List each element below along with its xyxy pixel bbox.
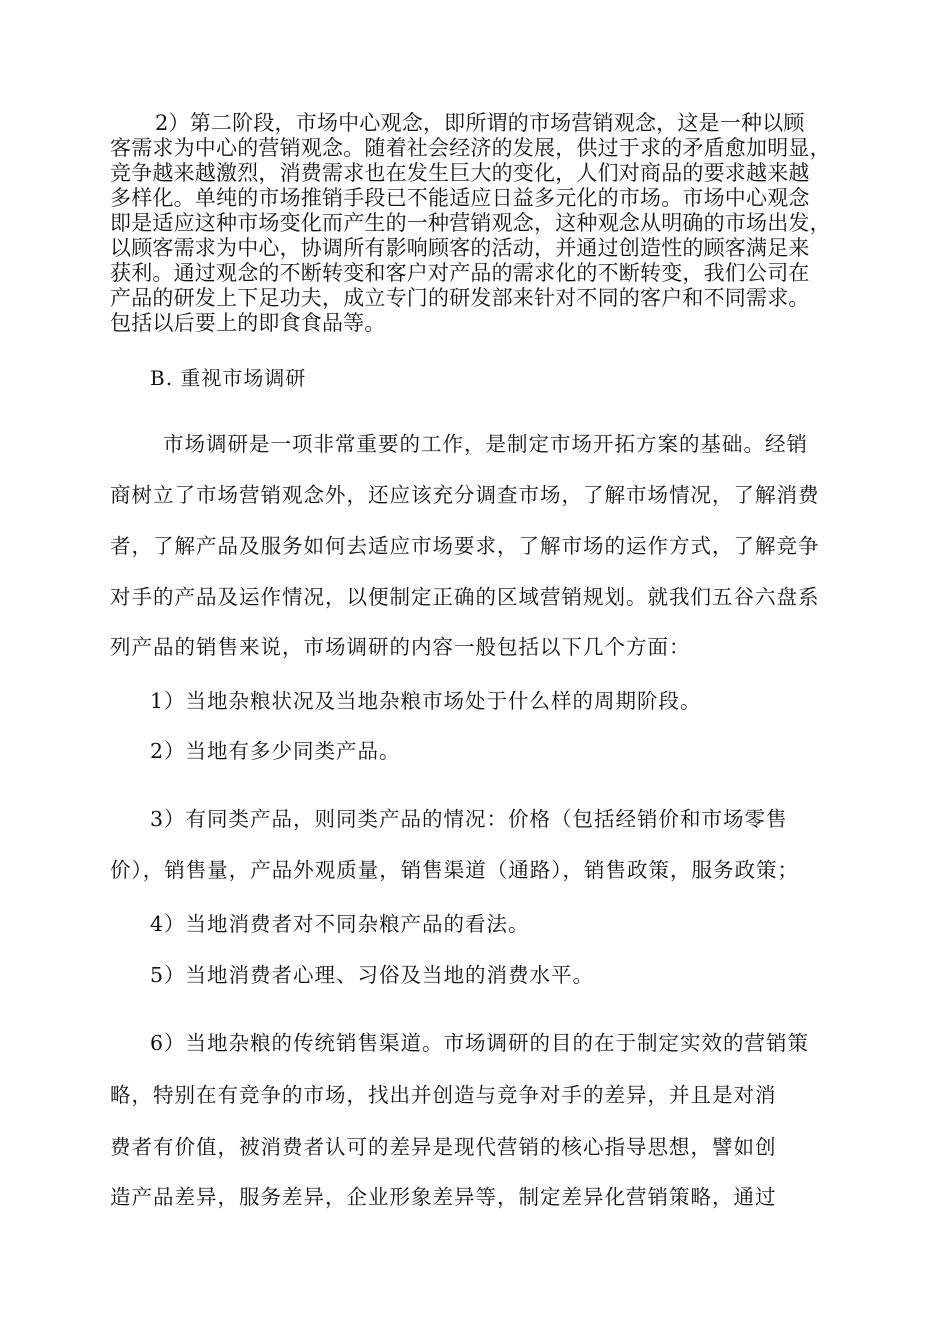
paragraph-line: 竞争越来越激烈，消费需求也在发生巨大的变化，人们对商品的要求越来越 (110, 161, 810, 185)
paragraph-line: 列产品的销售来说，市场调研的内容一般包括以下几个方面： (110, 635, 691, 659)
list-item-continuation: 费者有价值，被消费者认可的差异是现代营销的核心指导思想，譬如创 (110, 1135, 777, 1159)
list-item: 3）有同类产品，则同类产品的情况：价格（包括经销价和市场零售 (150, 807, 788, 831)
paragraph-line: 对手的产品及运作情况，以便制定正确的区域营销规划。就我们五谷六盘系 (110, 585, 820, 609)
list-item: 2）当地有多少同类产品。 (150, 739, 401, 763)
paragraph-line: 以顾客需求为中心，协调所有影响顾客的活动，并通过创造性的顾客满足来 (110, 236, 810, 260)
paragraph-line: 包括以后要上的即食食品等。 (110, 311, 386, 335)
list-item: 5）当地消费者心理、习俗及当地的消费水平。 (150, 963, 595, 987)
paragraph-line: 获利。通过观念的不断转变和客户对产品的需求化的不断转变，我们公司在 (110, 261, 810, 285)
paragraph-line: 即是适应这种市场变化而产生的一种营销观念，这种观念从明确的市场出发， (110, 211, 831, 235)
paragraph-line: 产品的研发上下足功夫，成立专门的研发部来针对不同的客户和不同需求。 (110, 286, 810, 310)
list-item: 1）当地杂粮状况及当地杂粮市场处于什么样的周期阶段。 (150, 689, 702, 713)
paragraph-line: 商树立了市场营销观念外，还应该充分调查市场，了解市场情况，了解消费 (110, 483, 820, 507)
list-item-continuation: 价），销售量，产品外观质量，销售渠道（通路），销售政策，服务政策； (110, 858, 799, 882)
paragraph-line: 者，了解产品及服务如何去适应市场要求，了解市场的运作方式，了解竞争 (110, 534, 820, 558)
list-item: 6）当地杂粮的传统销售渠道。市场调研的目的在于制定实效的营销策 (150, 1031, 810, 1055)
paragraph-line: 客需求为中心的营销观念。随着社会经济的发展，供过于求的矛盾愈加明显， (110, 136, 831, 160)
paragraph-line: 多样化。单纯的市场推销手段已不能适应日益多元化的市场。市场中心观念 (110, 186, 810, 210)
section-heading: B. 重视市场调研 (150, 366, 307, 390)
paragraph-line: 市场调研是一项非常重要的工作，是制定市场开拓方案的基础。经销 (163, 432, 808, 456)
list-item: 4）当地消费者对不同杂粮产品的看法。 (150, 912, 530, 936)
list-item-continuation: 造产品差异，服务差异，企业形象差异等，制定差异化营销策略，通过 (110, 1185, 777, 1209)
paragraph-line: 2）第二阶段，市场中心观念，即所谓的市场营销观念，这是一种以顾 (155, 111, 805, 135)
list-item-continuation: 略，特别在有竞争的市场，找出并创造与竞争对手的差异，并且是对消 (110, 1083, 777, 1107)
